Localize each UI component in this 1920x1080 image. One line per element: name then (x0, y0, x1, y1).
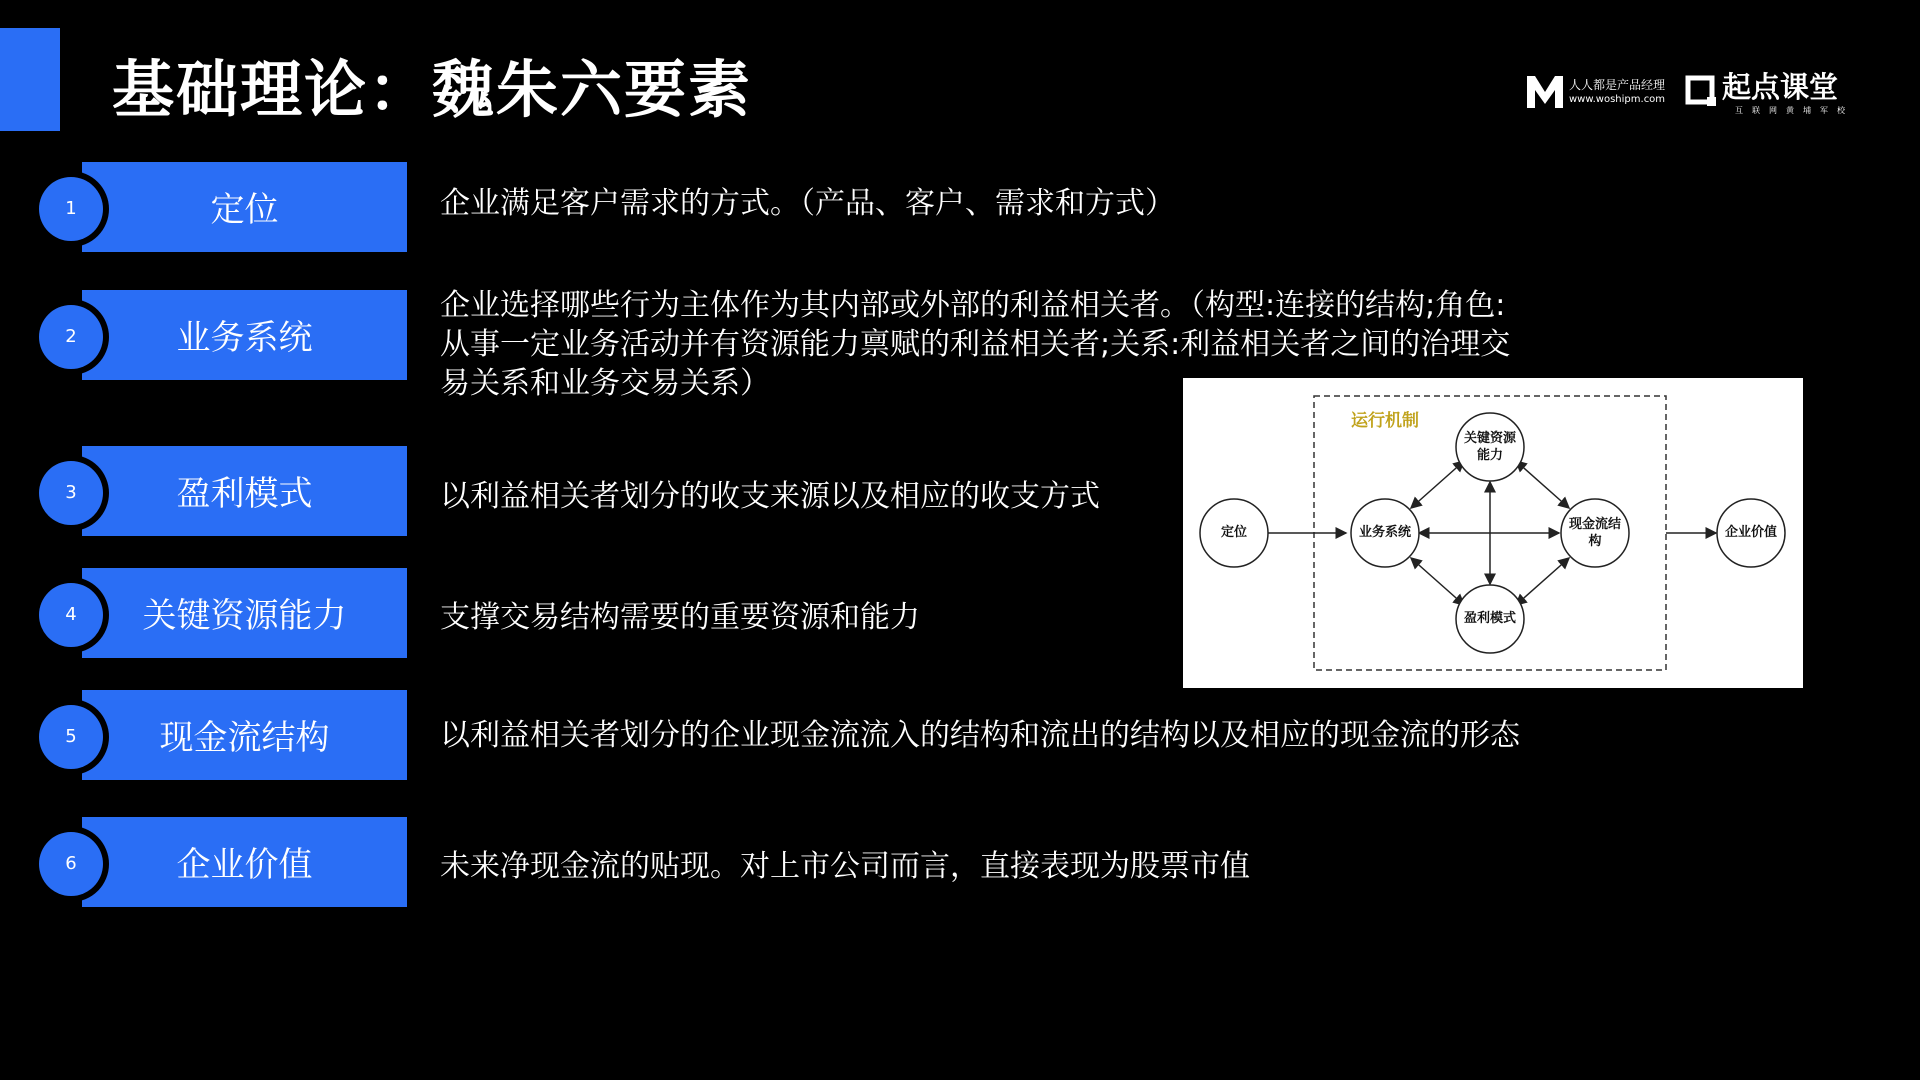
element-label: 企业价值 (176, 845, 313, 885)
woshipm-brand-name: 人人都是产品经理 (1569, 78, 1666, 92)
element-number-badge: 6 (39, 832, 103, 896)
description-line: 从事一定业务活动并有资源能力禀赋的利益相关者;关系:利益相关者之间的治理交 (440, 327, 1511, 362)
element-row-5 (0, 690, 1920, 782)
description-line: 企业选择哪些行为主体作为其内部或外部的利益相关者。（构型:连接的结构;角色: (440, 288, 1506, 323)
edge-resources-cashflow (1516, 461, 1569, 508)
description-line: 以利益相关者划分的企业现金流流入的结构和流出的结构以及相应的现金流的形态 (440, 718, 1520, 753)
element-description (440, 477, 1100, 516)
node-enterprise-value-label: 企业价值 (1724, 525, 1777, 540)
node-business-system-label: 业务系统 (1358, 525, 1411, 540)
description-line: 支撑交易结构需要的重要资源和能力 (440, 600, 920, 635)
edge-business-profit (1411, 558, 1464, 605)
edge-profit-cashflow (1516, 558, 1569, 605)
operating-mechanism-diagram (1183, 378, 1803, 688)
element-description (440, 716, 1520, 755)
qidian-brand-name: 起点课堂 (1722, 70, 1839, 104)
node-positioning-label: 定位 (1220, 525, 1247, 540)
element-row-2 (0, 288, 1920, 401)
mechanism-title: 运行机制 (1351, 411, 1419, 431)
qidian-logo-icon (1685, 75, 1717, 107)
element-label: 现金流结构 (159, 718, 330, 758)
element-number-badge: 4 (39, 583, 103, 647)
element-label: 关键资源能力 (142, 596, 347, 636)
qidian-brand-tagline: 互联网黄埔军校 (1735, 106, 1854, 115)
element-row-6 (0, 817, 1920, 909)
node-profit-model-label: 盈利模式 (1463, 611, 1516, 626)
element-description (440, 847, 1250, 886)
diagram-graphics (1183, 378, 1803, 688)
node-key-resources-line: 关键资源 (1463, 431, 1516, 446)
woshipm-brand-url: www.woshipm.com (1569, 94, 1666, 105)
description-line: 企业满足客户需求的方式。（产品、客户、需求和方式） (440, 186, 1175, 221)
element-description (440, 598, 920, 637)
description-line: 以利益相关者划分的收支来源以及相应的收支方式 (440, 479, 1100, 514)
element-number-badge: 3 (39, 461, 103, 525)
element-description (440, 184, 1175, 223)
description-line: 易关系和业务交易关系） (440, 366, 770, 401)
edge-business-resources (1411, 461, 1464, 508)
element-label: 业务系统 (176, 318, 313, 358)
element-label: 盈利模式 (176, 474, 313, 514)
element-row-1 (0, 162, 1920, 254)
description-line: 未来净现金流的贴现。对上市公司而言，直接表现为股票市值 (440, 849, 1250, 884)
node-key-resources-line: 能力 (1476, 448, 1503, 463)
element-number-badge: 2 (39, 305, 103, 369)
title-accent-bar (0, 28, 60, 131)
node-key-resources-label (1456, 430, 1524, 464)
woshipm-logo-icon (1525, 72, 1565, 110)
element-label: 定位 (210, 190, 279, 230)
element-number-badge: 1 (39, 177, 103, 241)
node-cash-flow-line: 现金流结 (1568, 517, 1621, 532)
brand-logos (1525, 68, 1870, 118)
page-title: 基础理论：魏朱六要素 (112, 53, 753, 126)
node-cash-flow-line: 构 (1588, 534, 1602, 549)
node-cash-flow-label (1561, 516, 1629, 550)
element-number-badge: 5 (39, 705, 103, 769)
